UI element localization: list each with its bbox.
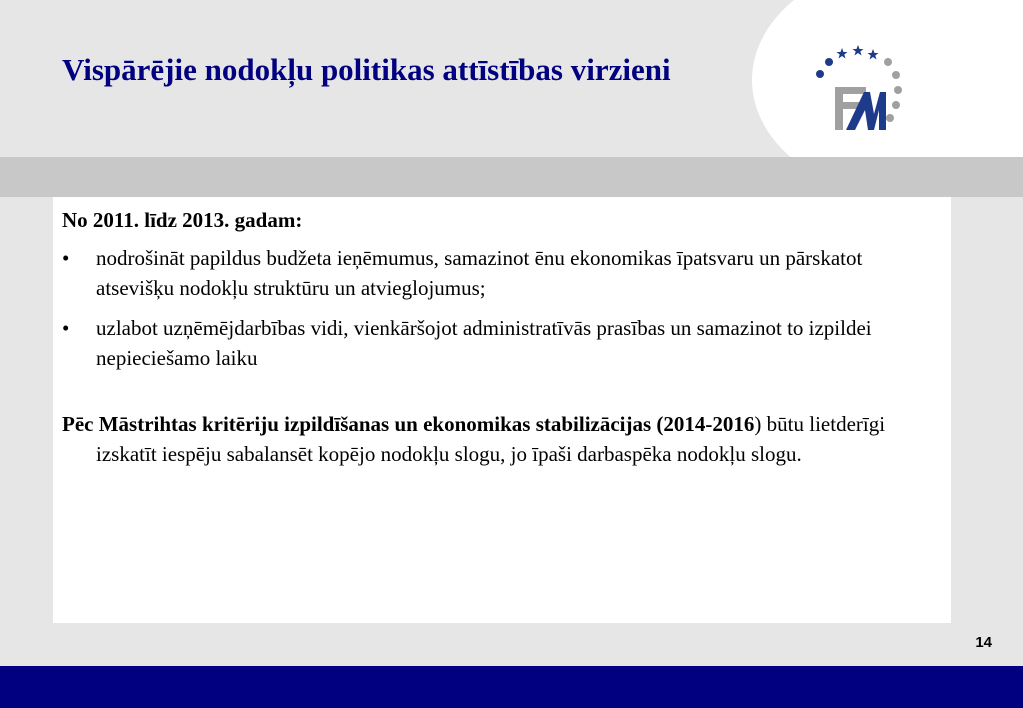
logo-dot: [816, 70, 824, 78]
logo-star-1: [837, 48, 848, 59]
page-number: 14: [975, 634, 992, 651]
paragraph-bold-lead: Pēc Māstrihtas kritēriju izpildīšanas un ekonomikas stabilizācijas (2014-2016: [62, 412, 755, 436]
list-item: [62, 243, 942, 303]
paragraph-text: ) būtu lietderīgi izskatīt iespēju sabalansēt kopējo nodokļu slogu, jo īpaši darbaspēka nodokļu slogu.: [96, 412, 886, 466]
section-heading: No 2011. līdz 2013. gadam:: [62, 208, 303, 232]
bullet-icon: •: [62, 316, 70, 340]
second-paragraph: [62, 409, 942, 469]
logo-dot: [894, 86, 902, 94]
list-item: [62, 313, 942, 373]
list-item-text: nodrošināt papildus budžeta ieņēmumus, samazinot ēnu ekonomikas īpatsvaru un pārskatot atsevišķu nodokļu struktūru un atvieglojumus;: [96, 246, 863, 300]
logo-star-3: [868, 49, 879, 60]
slide-title: Vispārējie nodokļu politikas attīstības virzieni: [62, 52, 671, 87]
header-band: [0, 157, 1023, 197]
logo-dot: [886, 114, 894, 122]
logo-star-2: [853, 45, 864, 56]
slide-body: [62, 205, 942, 469]
right-strip: [951, 197, 1023, 582]
footer-bar: [0, 666, 1023, 708]
logo-dot: [892, 71, 900, 79]
logo-dot: [884, 58, 892, 66]
logo-dot: [892, 101, 900, 109]
logo-dot: [825, 58, 833, 66]
logo-letter-m: [846, 92, 886, 130]
fm-logo-icon: [808, 42, 908, 137]
bullet-list: [62, 243, 942, 373]
bullet-icon: •: [62, 246, 70, 270]
list-item-text: uzlabot uzņēmējdarbības vidi, vienkāršojot administratīvās prasības un samazinot to izpildei nepieciešamo laiku: [96, 316, 872, 370]
